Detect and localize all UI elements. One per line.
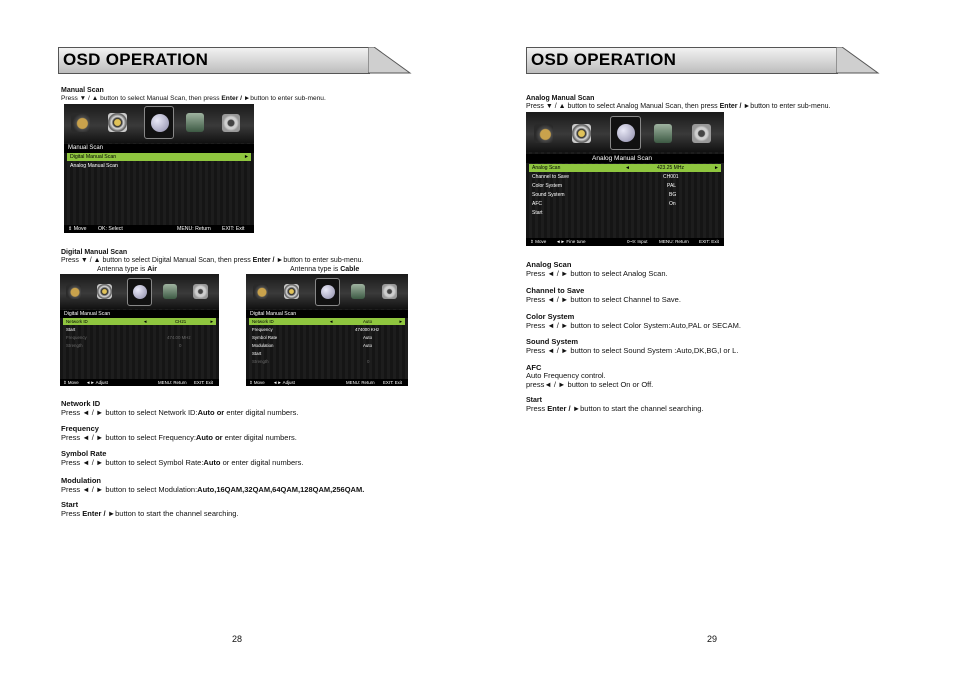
lock-icon [186, 113, 204, 132]
footer-input-hint: 0~9: Input [627, 239, 648, 244]
footer-adjust-hint: ◄► Adjust [86, 380, 108, 385]
footer-return-hint: MENU: Return [346, 380, 375, 385]
gear-icon [222, 114, 240, 132]
frequency-text: Press ◄ / ► button to select Frequency:Auto or enter digital numbers. [61, 433, 297, 442]
antenna-cable-label: Antenna type is Cable [290, 266, 360, 273]
menu-item-sound-system[interactable]: Sound System BG [532, 192, 677, 198]
menu-item-network-id[interactable]: Network ID ◄ Auto ► [249, 318, 405, 325]
footer-move-hint: ⇕ Move [68, 226, 87, 232]
header-wedge-decoration [836, 47, 880, 74]
tv-camera-icon [253, 284, 268, 299]
footer-return-hint: MENU: Return [659, 239, 689, 244]
osd-title: Analog Manual Scan [526, 154, 724, 163]
network-id-heading: Network ID [61, 399, 101, 408]
menu-item-channel-to-save[interactable]: Channel to Save CH001 [532, 174, 679, 180]
page-number: 29 [707, 634, 718, 644]
satellite-dish-icon [144, 106, 174, 139]
afc-text-2: press◄ / ► button to select On or Off. [526, 380, 654, 389]
lock-icon [163, 284, 177, 299]
digital-manual-scan-instruction: Press ▼ / ▲ button to select Digital Manual Scan, then press Enter / ►button to enter sub-menu. [61, 257, 364, 264]
digital-manual-scan-heading: Digital Manual Scan [61, 249, 128, 256]
sound-system-heading: Sound System [526, 337, 579, 346]
osd-digital-scan-air-screen [60, 274, 219, 386]
speaker-icon [108, 113, 127, 132]
footer-exit-hint: EXIT: Exit [383, 380, 403, 385]
modulation-text: Press ◄ / ► button to select Modulation:Auto,16QAM,32QAM,64QAM,128QAM,256QAM. [61, 485, 365, 494]
tv-camera-icon [534, 124, 553, 143]
footer-move-hint: ⇕ Move [530, 239, 547, 244]
start-heading: Start [61, 500, 79, 509]
footer-return-hint: MENU: Return [177, 226, 211, 232]
page-header [58, 47, 370, 74]
channel-to-save-heading: Channel to Save [526, 286, 585, 295]
page-title: OSD OPERATION [531, 50, 677, 69]
gear-icon [193, 284, 208, 299]
channel-to-save-text: Press ◄ / ► button to select Channel to Save. [526, 295, 681, 304]
sound-system-text: Press ◄ / ► button to select Sound System :Auto,DK,BG,I or L. [526, 346, 739, 355]
antenna-air-label: Antenna type is Air [97, 266, 157, 273]
tv-camera-icon [66, 284, 81, 299]
symbol-rate-heading: Symbol Rate [61, 449, 107, 458]
menu-item-digital-manual-scan[interactable]: Digital Manual Scan ► [67, 153, 251, 161]
color-system-heading: Color System [526, 312, 575, 321]
menu-item-symbol-rate[interactable]: Symbol Rate Auto [252, 335, 373, 340]
footer-exit-hint: EXIT: Exit [699, 239, 719, 244]
frequency-heading: Frequency [61, 424, 99, 433]
gear-icon [692, 124, 711, 143]
menu-item-analog-scan[interactable]: Analog Scan ◄ 423.25 MHz ► [529, 164, 721, 172]
osd-digital-scan-cable-screen [246, 274, 408, 386]
page-header [526, 47, 838, 74]
speaker-icon [284, 284, 299, 299]
osd-manual-scan-screen [64, 104, 254, 233]
right-page [477, 0, 954, 675]
afc-text-1: Auto Frequency control. [526, 371, 606, 380]
afc-heading: AFC [526, 363, 542, 372]
menu-item-network-id[interactable]: Network ID ◄ CH21 ► [63, 318, 216, 325]
analog-manual-scan-instruction: Press ▼ / ▲ button to select Analog Manual Scan, then press Enter / ►button to enter sub-menu. [526, 103, 831, 110]
lock-icon [351, 284, 365, 299]
analog-scan-text: Press ◄ / ► button to select Analog Scan. [526, 269, 668, 278]
color-system-text: Press ◄ / ► button to select Color System:Auto,PAL or SECAM. [526, 321, 741, 330]
footer-select-hint: OK: Select [98, 226, 123, 232]
footer-move-hint: ⇕ Move [63, 380, 79, 385]
manual-scan-heading: Manual Scan [61, 87, 104, 94]
speaker-icon [97, 284, 112, 299]
satellite-dish-icon [127, 278, 152, 306]
footer-exit-hint: EXIT: Exit [222, 226, 245, 232]
menu-item-afc[interactable]: AFC On [532, 201, 676, 207]
menu-item-frequency[interactable]: Frequency 474000 KHz [252, 327, 380, 332]
footer-exit-hint: EXIT: Exit [194, 380, 214, 385]
menu-item-strength: Strength 0 [66, 343, 182, 348]
menu-item-color-system[interactable]: Color System PAL [532, 183, 677, 189]
gear-icon [382, 284, 397, 299]
osd-title: Manual Scan [64, 144, 254, 153]
manual-scan-instruction: Press ▼ / ▲ button to select Manual Scan, then press Enter / ►button to enter sub-menu. [61, 95, 326, 102]
start-text: Press Enter / ►button to start the channel searching. [61, 509, 239, 518]
header-wedge-decoration [368, 47, 412, 74]
page-title: OSD OPERATION [63, 50, 209, 69]
analog-scan-heading: Analog Scan [526, 260, 572, 269]
start-text: Press Enter / ►button to start the channel searching. [526, 404, 704, 413]
footer-move-hint: ⇕ Move [249, 380, 265, 385]
menu-item-frequency: Frequency 474.00 MHz [66, 335, 191, 340]
menu-item-start[interactable]: Start [252, 351, 262, 356]
satellite-dish-icon [610, 116, 641, 150]
osd-title: Digital Manual Scan [60, 310, 219, 318]
footer-fine-tune-hint: ◄► Fine tune [556, 239, 586, 244]
modulation-heading: Modulation [61, 476, 101, 485]
speaker-icon [572, 124, 591, 143]
footer-adjust-hint: ◄► Adjust [273, 380, 295, 385]
network-id-text: Press ◄ / ► button to select Network ID:Auto or enter digital numbers. [61, 408, 299, 417]
osd-title: Digital Manual Scan [246, 310, 408, 318]
footer-return-hint: MENU: Return [158, 380, 187, 385]
tv-camera-icon [71, 113, 90, 132]
satellite-dish-icon [315, 278, 340, 306]
start-heading: Start [526, 397, 542, 404]
menu-item-strength: Strength 0 [252, 359, 370, 364]
menu-item-analog-manual-scan[interactable]: Analog Manual Scan [70, 163, 118, 169]
menu-item-start[interactable]: Start [532, 210, 543, 216]
analog-manual-scan-heading: Analog Manual Scan [526, 95, 595, 102]
menu-item-start[interactable]: Start [66, 327, 76, 332]
lock-icon [654, 124, 672, 143]
menu-item-modulation[interactable]: Modulation Auto [252, 343, 373, 348]
osd-analog-scan-screen [526, 112, 724, 246]
symbol-rate-text: Press ◄ / ► button to select Symbol Rate:Auto or enter digital numbers. [61, 458, 304, 467]
page-number: 28 [232, 634, 243, 644]
